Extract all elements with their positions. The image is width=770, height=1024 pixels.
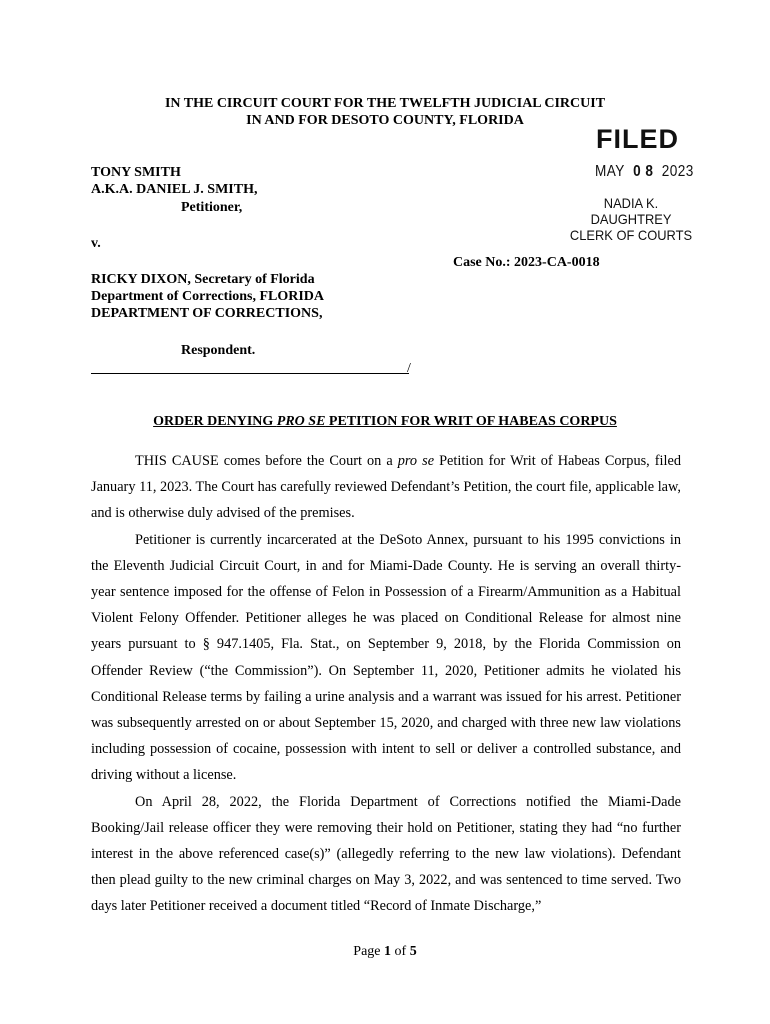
paragraph-2: Petitioner is currently incarcerated at the DeSoto Annex, pursuant to his 1995 convictions in the Eleventh Judicial Circuit Court, in and for Miami-Dade County. He is serving an overall thirty-year sentence imposed for the offense of Felon in Possession of a Firearm/Ammunition as a Habitual Violent Felony Offender. Petitioner alleges he was placed on Conditional Release for almost nine years pursuant to § 947.1405, Fla. Stat., on September 9, 2018, by the Florida Commission on Offender Review (“the Commission”). On September 11, 2020, Petitioner admits he violated his Conditional Release terms by failing a urine analysis and a warrant was issued for his arrest. Petitioner was subsequently arrested on or about September 15, 2020, and charged with three new law violations including possession of cocaine, possession with intent to sell or deliver a controlled substance, and driving without a license. xyxy=(91,531,681,784)
caption-slash: / xyxy=(407,361,411,376)
footer-of-word: of xyxy=(394,944,407,959)
petitioner-role: Petitioner, xyxy=(181,200,243,215)
caption-rule xyxy=(91,373,409,374)
p1-italic: pro se xyxy=(397,453,435,469)
case-number: Case No.: 2023-CA-0018 xyxy=(453,255,600,270)
order-title-italic: PRO SE xyxy=(276,414,326,429)
clerk-stamp xyxy=(562,195,700,243)
paragraph-3: On April 28, 2022, the Florida Department of Corrections notified the Miami-Dade Booking/Jail release officer they were removing their hold on Petitioner, stating they had “no further interest in the above referenced case(s)” (allegedly referring to the new law violations). Defendant then plead guilty to the new criminal charges on May 3, 2022, and was sentenced to time served. Two days later Petitioner received a document titled “Record of Inmate Discharge,” xyxy=(91,793,681,915)
respondent-line2: Department of Corrections, FLORIDA xyxy=(91,289,325,304)
clerk-title: CLERK OF COURTS xyxy=(569,227,693,243)
respondent-line1: RICKY DIXON, Secretary of Florida xyxy=(91,272,315,287)
filed-date xyxy=(595,163,694,181)
filed-date-day: 0 8 xyxy=(633,163,654,180)
respondent-role: Respondent. xyxy=(181,343,256,358)
order-body xyxy=(91,448,681,920)
footer-page-number: 1 xyxy=(384,944,392,959)
court-heading-line1: IN THE CIRCUIT COURT FOR THE TWELFTH JUDICIAL CIRCUIT xyxy=(164,96,606,111)
clerk-name: NADIA K. DAUGHTREY xyxy=(590,195,672,227)
order-title xyxy=(0,414,770,430)
filed-stamp: FILED xyxy=(596,124,679,154)
filed-date-month: MAY xyxy=(595,163,625,180)
footer-page-word: Page xyxy=(353,944,381,959)
footer-page-total: 5 xyxy=(409,944,417,959)
order-title-after: PETITION FOR WRIT OF HABEAS CORPUS xyxy=(325,414,617,429)
paragraph-1 xyxy=(91,448,681,527)
petitioner-name: TONY SMITH xyxy=(91,165,181,180)
petitioner-aka: A.K.A. DANIEL J. SMITH, xyxy=(91,182,258,197)
p1-before: THIS CAUSE comes before the Court on a xyxy=(135,453,398,469)
p1-after: Petition for Writ of Habeas Corpus, filed January 11, 2023. The Court has carefully reviewed Defendant’s Petition, the court file, applicable law, and is otherwise duly advised of the premises. xyxy=(91,453,681,522)
filed-date-year: 2023 xyxy=(661,163,694,180)
court-heading-line2: IN AND FOR DESOTO COUNTY, FLORIDA xyxy=(246,113,524,128)
respondent-line3: DEPARTMENT OF CORRECTIONS, xyxy=(91,306,323,321)
order-title-before: ORDER DENYING xyxy=(153,414,277,429)
versus: v. xyxy=(91,236,101,251)
page-footer xyxy=(0,944,770,960)
